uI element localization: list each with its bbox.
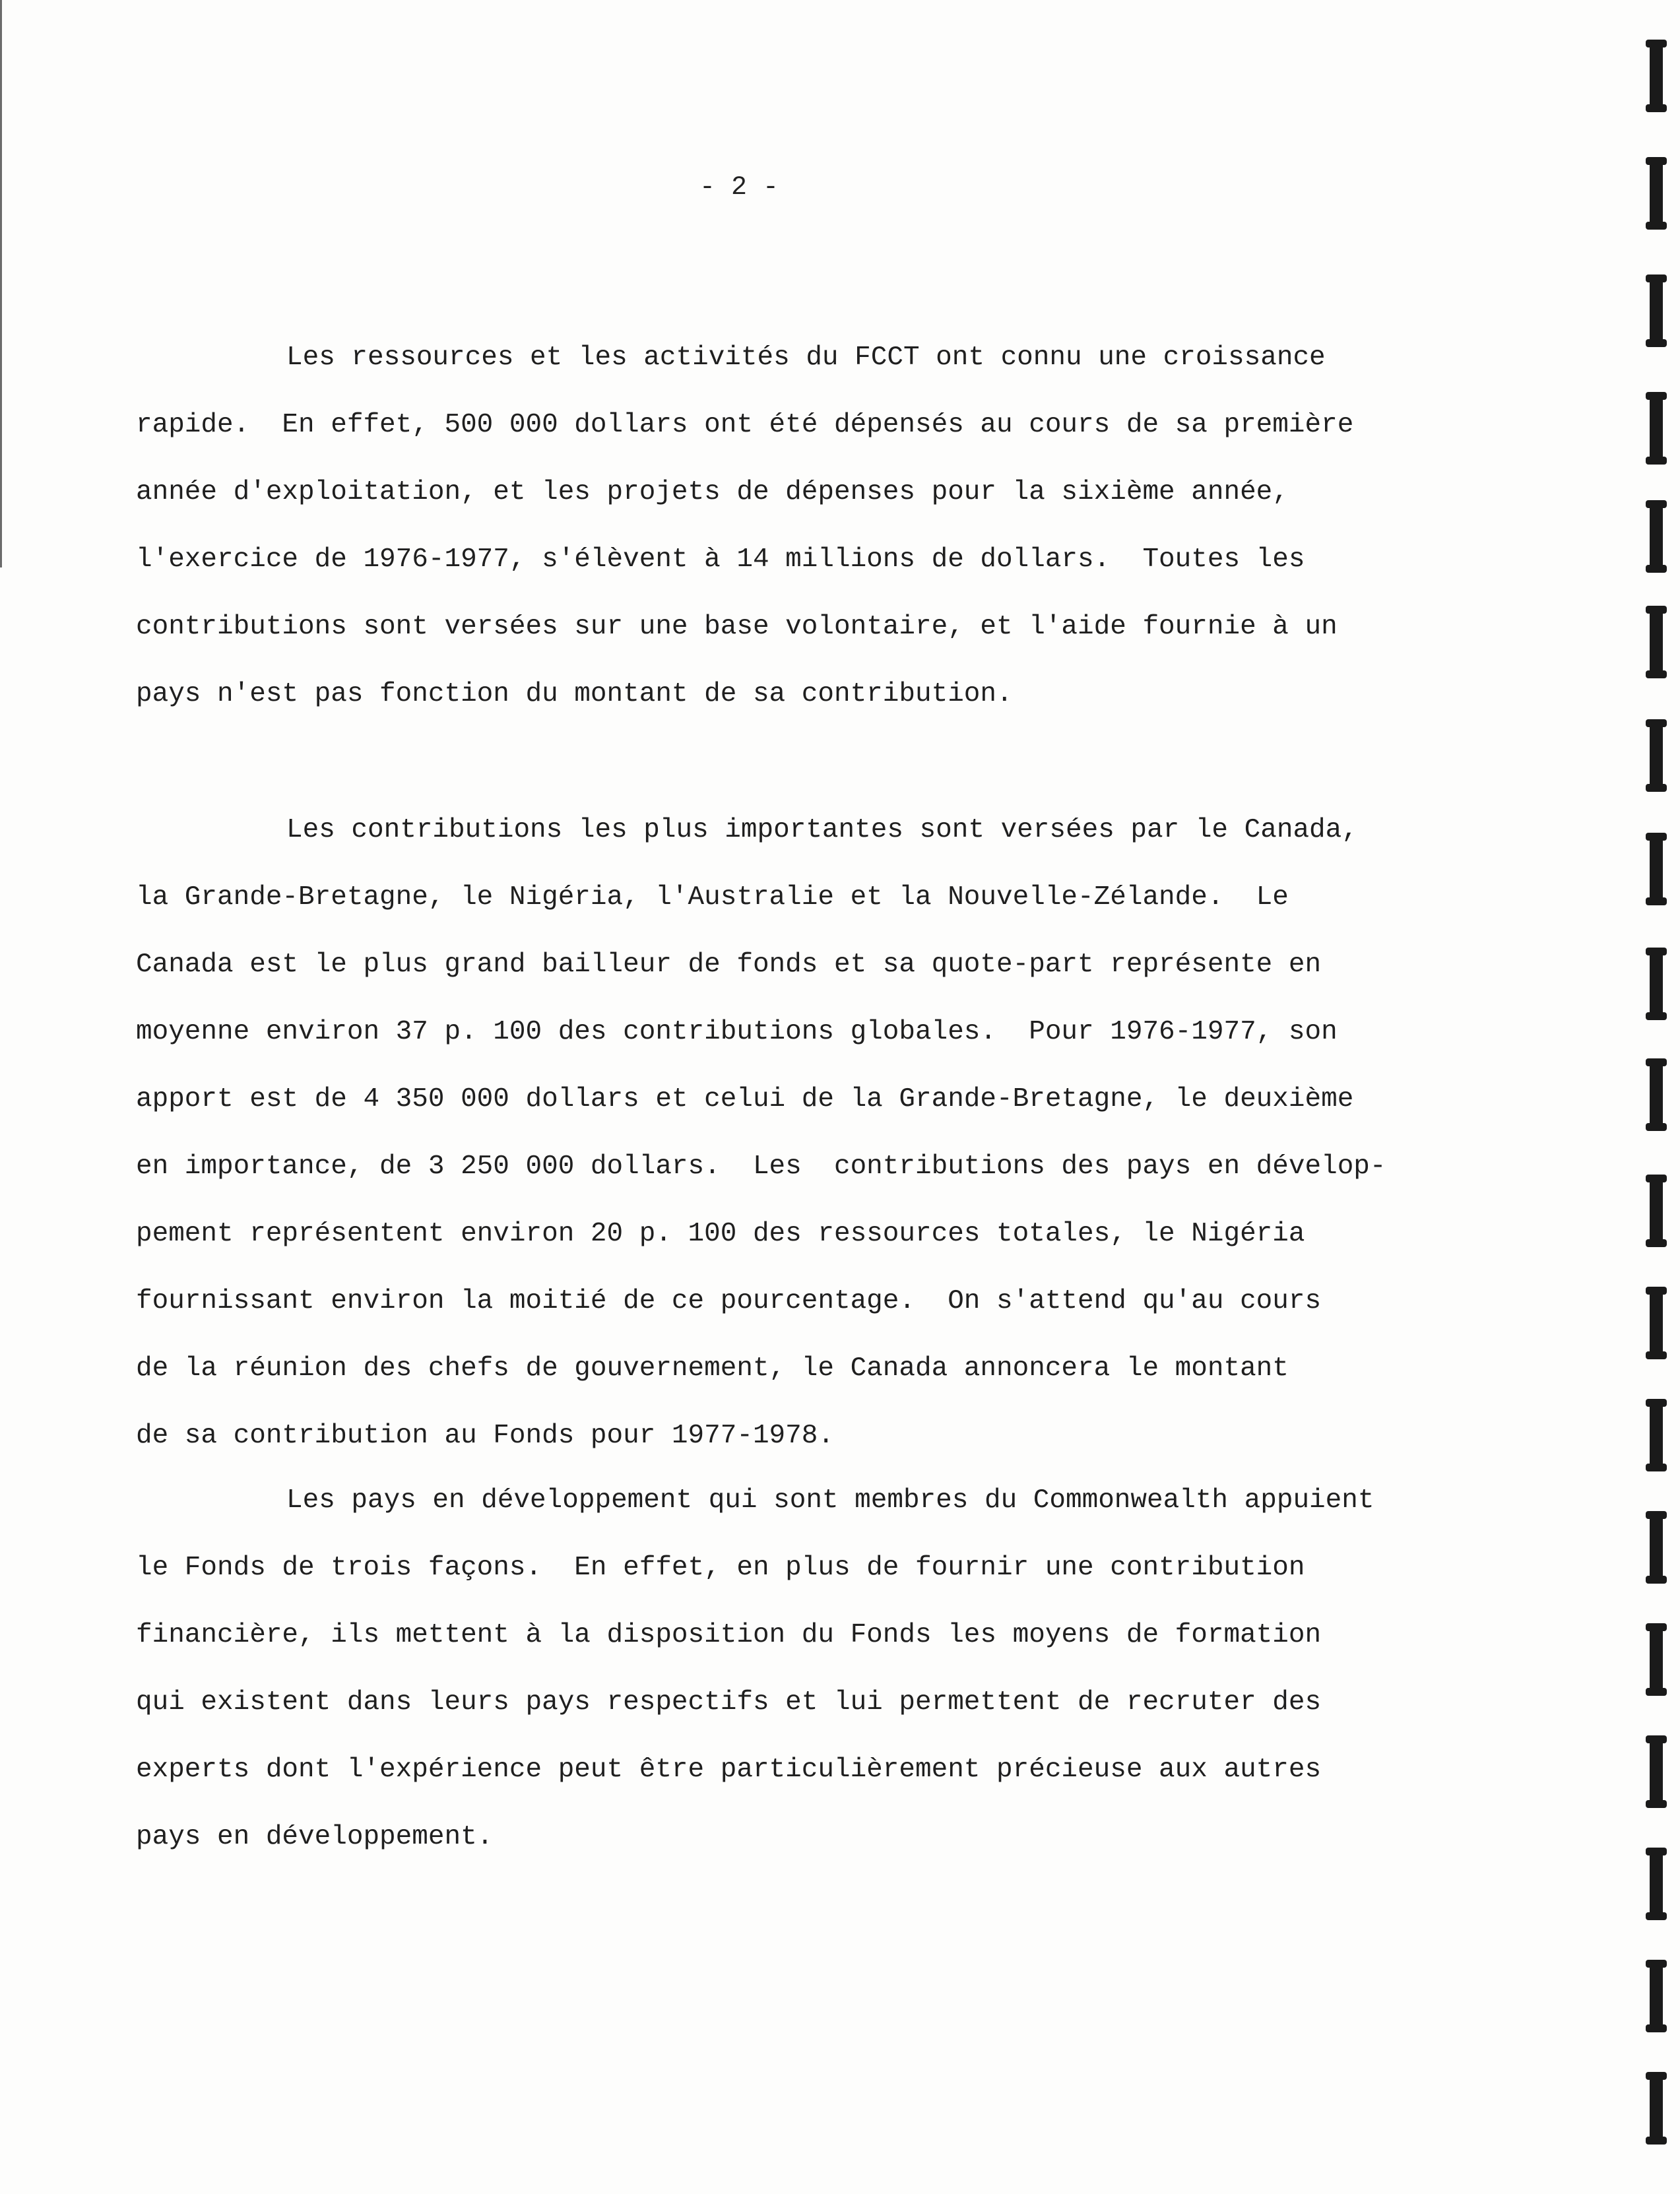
binding-hole	[1650, 157, 1663, 230]
binding-hole	[1650, 392, 1663, 465]
binding-hole	[1650, 1287, 1663, 1359]
text-line: fournissant environ la moitié de ce pourcentage. On s'attend qu'au cours	[136, 1286, 1322, 1316]
binding-hole	[1650, 1623, 1663, 1696]
text-line: de sa contribution au Fonds pour 1977-1978.	[136, 1421, 834, 1451]
text-line: année d'exploitation, et les projets de dépenses pour la sixième année,	[136, 477, 1289, 507]
text-line: Les pays en développement qui sont membres du Commonwealth appuient	[286, 1485, 1374, 1516]
paragraph-contributors	[136, 796, 1386, 1469]
binding-hole	[1650, 2072, 1663, 2145]
text-line: experts dont l'expérience peut être particulièrement précieuse aux autres	[136, 1755, 1322, 1785]
text-line: Canada est le plus grand bailleur de fonds et sa quote-part représente en	[136, 950, 1322, 980]
paragraph-developing-countries	[136, 1467, 1374, 1871]
binding-hole	[1650, 500, 1663, 573]
binding-hole	[1650, 1848, 1663, 1920]
binding-hole	[1650, 948, 1663, 1020]
binding-hole	[1650, 1399, 1663, 1471]
text-line: contributions sont versées sur une base volontaire, et l'aide fournie à un	[136, 612, 1338, 642]
binding-holes	[1640, 0, 1680, 2194]
text-line: moyenne environ 37 p. 100 des contributions globales. Pour 1976-1977, son	[136, 1017, 1338, 1047]
text-line: pays n'est pas fonction du montant de sa contribution.	[136, 679, 1013, 709]
binding-hole	[1650, 1058, 1663, 1131]
binding-hole	[1650, 1735, 1663, 1808]
text-line: pays en développement.	[136, 1822, 494, 1852]
text-line: Les ressources et les activités du FCCT ont connu une croissance	[286, 342, 1326, 373]
binding-hole	[1650, 606, 1663, 678]
text-line: Les contributions les plus importantes sont versées par le Canada,	[286, 815, 1358, 845]
text-line: la Grande-Bretagne, le Nigéria, l'Australie et la Nouvelle-Zélande. Le	[136, 882, 1289, 913]
page-number: - 2 -	[699, 173, 779, 203]
text-line: financière, ils mettent à la disposition du Fonds les moyens de formation	[136, 1620, 1322, 1650]
text-line: en importance, de 3 250 000 dollars. Les contributions des pays en dévelop-	[136, 1151, 1386, 1182]
binding-hole	[1650, 274, 1663, 347]
text-line: l'exercice de 1976-1977, s'élèvent à 14 millions de dollars. Toutes les	[136, 544, 1305, 575]
binding-hole	[1650, 1175, 1663, 1247]
binding-hole	[1650, 833, 1663, 905]
binding-hole	[1650, 40, 1663, 112]
text-line: rapide. En effet, 500 000 dollars ont été dépensés au cours de sa première	[136, 410, 1354, 440]
text-line: de la réunion des chefs de gouvernement, le Canada annoncera le montant	[136, 1353, 1289, 1384]
binding-hole	[1650, 719, 1663, 792]
paragraph-funding-growth	[136, 324, 1353, 728]
binding-hole	[1650, 1511, 1663, 1584]
text-line: le Fonds de trois façons. En effet, en plus de fournir une contribution	[136, 1553, 1305, 1583]
text-line: pement représentent environ 20 p. 100 des ressources totales, le Nigéria	[136, 1219, 1305, 1249]
text-line: qui existent dans leurs pays respectifs et lui permettent de recruter des	[136, 1687, 1322, 1718]
binding-hole	[1650, 1960, 1663, 2032]
page-left-edge	[0, 0, 2, 567]
text-line: apport est de 4 350 000 dollars et celui de la Grande-Bretagne, le deuxième	[136, 1084, 1354, 1114]
